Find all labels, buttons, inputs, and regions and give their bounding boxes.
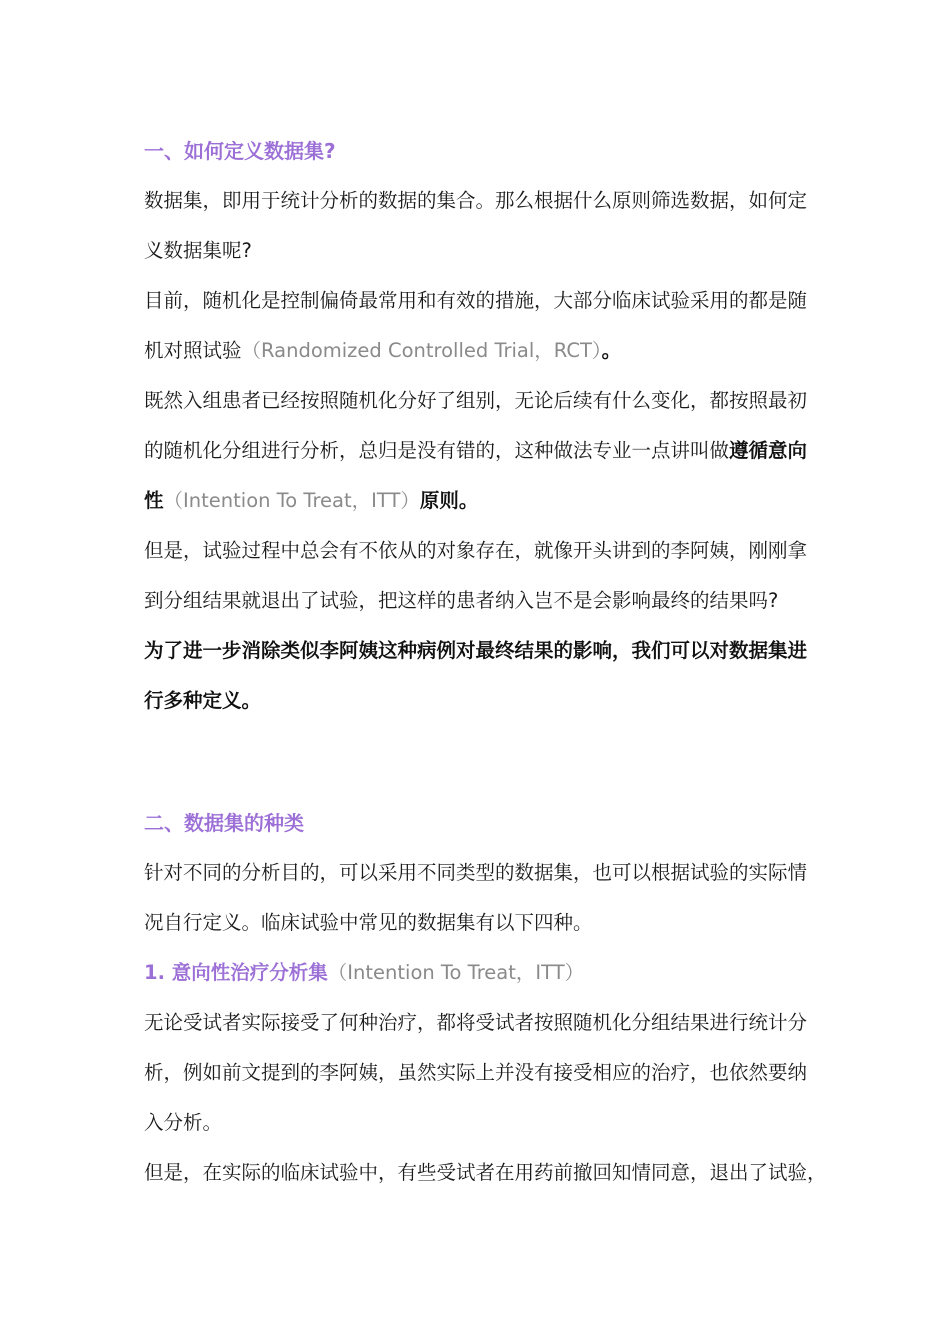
section-1-heading: 一、如何定义数据集?: [144, 139, 336, 163]
rct-term: 机对照试验: [144, 339, 242, 362]
paragraph-line: 既然入组患者已经按照随机化分好了组别，无论后续有什么变化，都按照最初: [144, 389, 808, 412]
paragraph-line-bold: 为了进一步消除类似李阿姨这种病例对最终结果的影响，我们可以对数据集进: [144, 639, 808, 662]
paragraph-line: 义数据集呢?: [144, 239, 252, 262]
paragraph-line: [144, 326, 621, 376]
subheading-line: [144, 948, 584, 998]
paragraph-line: [144, 426, 807, 476]
paragraph-line: 析，例如前文提到的李阿姨，虽然实际上并没有接受相应的治疗，也依然要纳: [144, 1061, 808, 1084]
paragraph-line: 况自行定义。临床试验中常见的数据集有以下四种。: [144, 911, 593, 934]
paragraph-line: [144, 476, 478, 526]
itt-subheading-english: （Intention To Treat，ITT）: [327, 961, 585, 984]
rct-english-term: （Randomized Controlled Trial，RCT）: [241, 339, 602, 362]
sentence-end: 。: [601, 339, 622, 362]
paragraph-line: 但是，试验过程中总会有不依从的对象存在，就像开头讲到的李阿姨，刚刚拿: [144, 539, 808, 562]
paragraph-line: 针对不同的分析目的，可以采用不同类型的数据集，也可以根据试验的实际情: [144, 861, 808, 884]
paragraph-line: 数据集，即用于统计分析的数据的集合。那么根据什么原则筛选数据，如何定: [144, 189, 808, 212]
paragraph-line: 但是，在实际的临床试验中，有些受试者在用药前撤回知情同意，退出了试验，: [144, 1161, 827, 1184]
itt-term-bold: 遵循意向: [729, 439, 808, 462]
paragraph-line-bold: 行多种定义。: [144, 689, 262, 712]
paragraph-line: 入分析。: [144, 1111, 223, 1134]
itt-subheading: 1. 意向性治疗分析集: [144, 961, 328, 984]
paragraph-line: 到分组结果就退出了试验，把这样的患者纳入岂不是会影响最终的结果吗?: [144, 589, 779, 612]
itt-term-bold-end: 性: [144, 489, 164, 512]
paragraph-line: 无论受试者实际接受了何种治疗，都将受试者按照随机化分组结果进行统计分: [144, 1011, 808, 1034]
paragraph-line: 目前，随机化是控制偏倚最常用和有效的措施，大部分临床试验采用的都是随: [144, 289, 808, 312]
section-2-heading: 二、数据集的种类: [144, 811, 304, 835]
itt-english-term: （Intention To Treat，ITT）: [163, 489, 420, 512]
principle-term-bold: 原则。: [419, 489, 479, 512]
paragraph-text: 的随机化分组进行分析，总归是没有错的，这种做法专业一点讲叫做: [144, 439, 730, 462]
